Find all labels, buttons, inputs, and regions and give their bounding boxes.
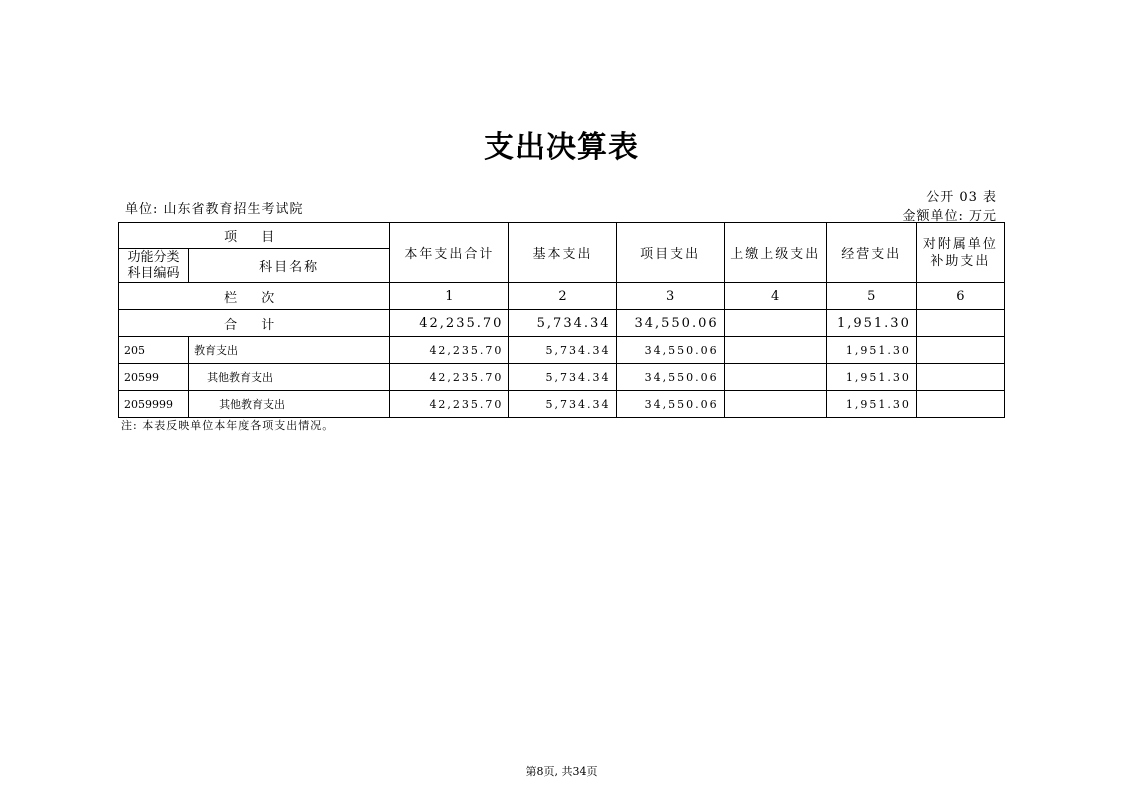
form-number: 公开 03 表 bbox=[926, 190, 997, 205]
total-row bbox=[119, 310, 1005, 337]
header-code-line2: 科目编码 bbox=[127, 265, 180, 281]
row-value-5: 1,951.30 bbox=[826, 337, 916, 364]
col-index-1: 1 bbox=[390, 283, 509, 310]
row-value-1: 42,235.70 bbox=[390, 364, 509, 391]
header-col-total: 本年支出合计 bbox=[390, 223, 509, 283]
table-row bbox=[119, 391, 1005, 418]
col-index-3: 3 bbox=[616, 283, 724, 310]
header-code-line1: 功能分类 bbox=[127, 249, 180, 265]
row-code: 20599 bbox=[119, 364, 189, 391]
col-index-2: 2 bbox=[509, 283, 616, 310]
page-number: 第8页, 共34页 bbox=[525, 765, 598, 778]
row-value-6 bbox=[916, 337, 1004, 364]
row-value-4 bbox=[724, 391, 826, 418]
col-index-5: 5 bbox=[826, 283, 916, 310]
row-value-2: 5,734.34 bbox=[509, 364, 616, 391]
table-footnote: 注: 本表反映单位本年度各项支出情况。 bbox=[121, 419, 335, 432]
header-col-project: 项目支出 bbox=[616, 223, 724, 283]
row-value-4 bbox=[724, 337, 826, 364]
col-index-6: 6 bbox=[916, 283, 1004, 310]
expenditure-table bbox=[118, 222, 1005, 418]
header-col-subsidy-line1: 对附属单位 bbox=[922, 236, 998, 252]
row-value-1: 42,235.70 bbox=[390, 337, 509, 364]
total-value-4 bbox=[724, 310, 826, 337]
col-index-label: 栏 次 bbox=[119, 283, 390, 310]
header-col-upper: 上缴上级支出 bbox=[724, 223, 826, 283]
header-col-basic: 基本支出 bbox=[509, 223, 616, 283]
header-col-subsidy-line2: 补助支出 bbox=[930, 253, 991, 269]
col-index-row bbox=[119, 283, 1005, 310]
row-value-6 bbox=[916, 364, 1004, 391]
unit-label: 单位: 山东省教育招生考试院 bbox=[125, 202, 304, 217]
row-code: 205 bbox=[119, 337, 189, 364]
header-row-1 bbox=[119, 223, 1005, 249]
row-value-1: 42,235.70 bbox=[390, 391, 509, 418]
row-value-5: 1,951.30 bbox=[826, 364, 916, 391]
row-value-2: 5,734.34 bbox=[509, 337, 616, 364]
amount-unit-label: 金额单位: 万元 bbox=[902, 209, 997, 224]
header-subject-name: 科目名称 bbox=[189, 249, 390, 283]
row-name: 其他教育支出 bbox=[189, 364, 390, 391]
header-code bbox=[119, 249, 189, 283]
row-name: 其他教育支出 bbox=[189, 391, 390, 418]
total-value-3: 34,550.06 bbox=[616, 310, 724, 337]
header-col-subsidy bbox=[916, 223, 1004, 283]
total-value-1: 42,235.70 bbox=[390, 310, 509, 337]
total-label: 合 计 bbox=[119, 310, 390, 337]
total-value-2: 5,734.34 bbox=[509, 310, 616, 337]
row-value-6 bbox=[916, 391, 1004, 418]
row-value-5: 1,951.30 bbox=[826, 391, 916, 418]
total-value-5: 1,951.30 bbox=[826, 310, 916, 337]
row-value-2: 5,734.34 bbox=[509, 391, 616, 418]
row-code: 2059999 bbox=[119, 391, 189, 418]
row-name: 教育支出 bbox=[189, 337, 390, 364]
table-row bbox=[119, 364, 1005, 391]
table-row bbox=[119, 337, 1005, 364]
col-index-4: 4 bbox=[724, 283, 826, 310]
row-value-4 bbox=[724, 364, 826, 391]
header-col-business: 经营支出 bbox=[826, 223, 916, 283]
page-title: 支出决算表 bbox=[484, 130, 639, 165]
total-value-6 bbox=[916, 310, 1004, 337]
header-project: 项 目 bbox=[119, 223, 390, 249]
row-value-3: 34,550.06 bbox=[616, 337, 724, 364]
row-value-3: 34,550.06 bbox=[616, 391, 724, 418]
row-value-3: 34,550.06 bbox=[616, 364, 724, 391]
